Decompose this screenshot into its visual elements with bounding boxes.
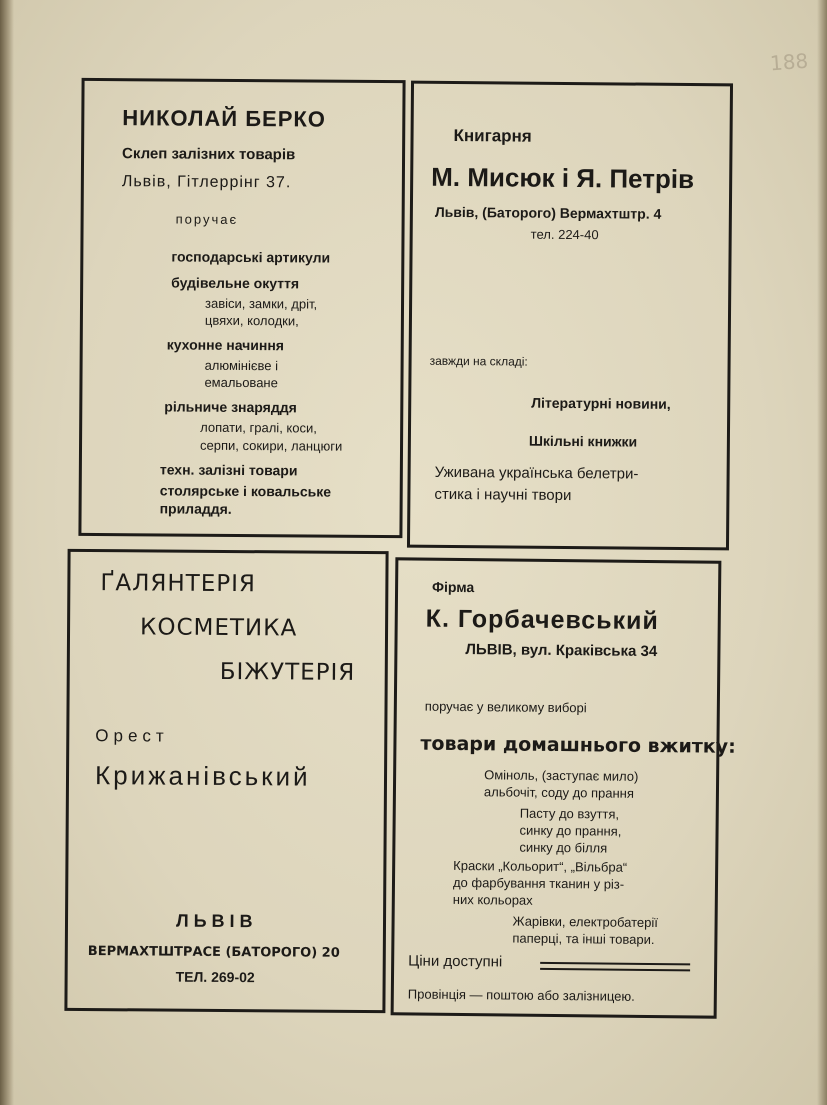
ad-city: ЛЬВІВ	[175, 910, 258, 932]
goods-line: паперці, та інші товари.	[512, 930, 655, 948]
item-detail: алюмінієве і	[204, 357, 279, 374]
page-right-edge	[817, 0, 827, 1105]
firm-label: Фірма	[432, 578, 475, 596]
item-heading: господарські артикули	[171, 248, 331, 266]
item-detail: емальоване	[204, 374, 278, 391]
prices-text: Ціни доступні	[408, 952, 503, 971]
goods-heading: товари домашнього вжитку:	[420, 732, 736, 758]
goods-line: альбочіт, соду до прання	[483, 784, 635, 801]
item-detail: серпи, сокири, ланцюги	[199, 437, 343, 454]
ad-address: Львів, (Баторого) Вермахтштр. 4	[434, 203, 662, 222]
item-detail: цвяхи, колодки,	[204, 312, 299, 329]
ad-address: ЛЬВІВ, вул. Краківська 34	[465, 641, 658, 661]
goods-line: Краски „Кольорит“, „Вільбра“	[453, 857, 628, 875]
item-heading: кухонне начиння	[166, 336, 285, 354]
item-heading: столярське і ковальське	[159, 482, 332, 500]
page-number: 188	[769, 48, 809, 76]
ad-line: БІЖУТЕРІЯ	[219, 658, 356, 686]
ad-title: М. Мисюк і Я. Петрів	[431, 161, 695, 195]
item-detail: лопати, гралі, коси,	[200, 419, 317, 436]
ad-offers-label: поручає	[175, 211, 239, 227]
ad-phone: ТЕЛ. 269-02	[175, 968, 255, 986]
goods-line: Жарівки, електробатерії	[512, 913, 658, 931]
delivery-text: Провінція — поштою або залізницею.	[407, 986, 635, 1004]
ad-title: НИКОЛАЙ БЕРКО	[122, 105, 327, 132]
ad-bookstore	[407, 81, 733, 551]
goods-line: до фарбування тканин у різ-	[452, 874, 625, 892]
ad-line: ҐАЛЯНТЕРІЯ	[100, 570, 257, 598]
goods-line: Оміноль, (заступає мило)	[484, 767, 639, 784]
item-heading: рільниче знаряддя	[164, 398, 297, 416]
ad-berko	[78, 78, 405, 538]
item-detail: завіси, замки, дріт,	[204, 295, 318, 312]
stock-item: Літературні новини,	[531, 394, 671, 412]
ad-title: К. Горбачевський	[425, 604, 659, 636]
divider-rule	[540, 962, 690, 966]
goods-line: них кольорах	[452, 891, 533, 908]
ad-subtitle: Склеп залізних товарів	[122, 145, 296, 164]
stock-item: Уживана українська белетри-	[434, 463, 639, 483]
page-left-edge	[0, 0, 14, 1105]
ad-horbachevsky	[391, 557, 736, 1018]
item-heading: приладдя.	[159, 500, 232, 517]
divider-rule	[540, 968, 690, 972]
goods-line: синку до прання,	[519, 822, 622, 839]
item-heading: техн. залізні товари	[159, 461, 298, 479]
goods-line: синку до білля	[519, 839, 608, 856]
stock-item: Шкільні книжки	[528, 432, 638, 450]
stock-item: стика і научні твори	[434, 485, 572, 505]
ad-address: Львів, Гітлеррінг 37.	[121, 173, 292, 192]
ad-line: КОСМЕТИКА	[139, 614, 298, 642]
item-heading: будівельне окуття	[171, 274, 300, 292]
stock-label: завжди на складі:	[429, 353, 528, 369]
ad-address: ВЕРМАХТШТРАСЕ (БАТОРОГО) 20	[87, 944, 340, 961]
owner-first-name: Орест	[95, 726, 169, 746]
ad-heading: Книгарня	[453, 125, 532, 146]
goods-line: Пасту до взуття,	[519, 805, 620, 822]
ad-haberdashery	[64, 549, 388, 1013]
ad-phone: тел. 224-40	[530, 226, 599, 243]
owner-last-name: Крижанівський	[94, 760, 311, 792]
offer-text: поручає у великому виборі	[424, 698, 587, 716]
